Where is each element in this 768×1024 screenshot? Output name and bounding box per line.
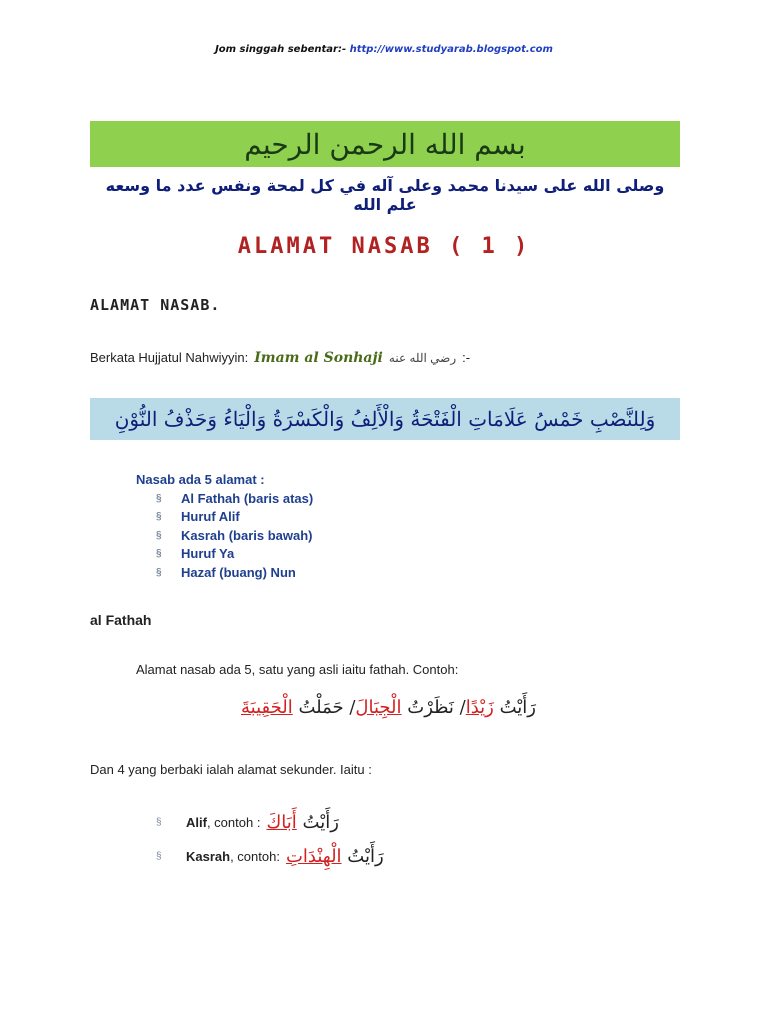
list-item: § Huruf Ya [156, 546, 235, 562]
berkata-text: Berkata Hujjatul Nahwiyyin: [90, 350, 249, 365]
kasrah-example-row: § Kasrah, contoh: رَأَيْتُ الْهِنْدَاتِ [156, 846, 384, 867]
page-header [0, 44, 768, 55]
fathah-heading: al Fathah [90, 612, 152, 628]
salawat-text: وصلى الله على سيدنا محمد وعلى آله في كل لمحة ونفس عدد ما وسعه علم الله [105, 176, 665, 214]
verse-banner [90, 398, 680, 440]
section-heading: ALAMAT NASAB. [90, 296, 221, 314]
fathah-paragraph: Alamat nasab ada 5, satu yang asli iaitu fathah. Contoh: [136, 662, 459, 677]
header-url-link[interactable]: http://www.studyarab.blogspot.com [349, 44, 553, 55]
berkata-suffix: :- [462, 350, 471, 365]
bullet-icon: § [156, 566, 162, 578]
page-title: ALAMAT NASAB ( 1 ) [237, 234, 531, 259]
bullet-icon: § [156, 548, 162, 560]
bismillah-text: بسم الله الرحمن الرحيم [244, 127, 526, 161]
alif-example-arabic: رَأَيْتُ أَبَاكَ [266, 812, 339, 833]
example-word-red: الْجِبَالَ [355, 697, 402, 718]
bullet-icon: § [156, 851, 162, 862]
bullet-icon: § [156, 492, 162, 504]
bismillah-banner [90, 121, 680, 167]
list-item: § Hazaf (buang) Nun [156, 564, 296, 580]
bullet-icon: § [156, 817, 162, 828]
verse-text: وَلِلنَّصْبِ خَمْسُ عَلَامَاتِ الْفَتْحَةُ وَالْأَلِفُ وَالْكَسْرَةُ وَالْيَاءُ وَحَذْفُ النُّوْنِ [114, 407, 656, 431]
list-intro: Nasab ada 5 alamat : [136, 472, 265, 487]
alamat-list [156, 489, 313, 582]
list-item: § Huruf Alif [156, 509, 240, 525]
berkata-line [90, 350, 470, 366]
secondary-paragraph: Dan 4 yang berbaki ialah alamat sekunder. Iaitu : [90, 762, 372, 777]
imam-name: Imam al Sonhaji [254, 350, 383, 366]
kasrah-example-arabic: رَأَيْتُ الْهِنْدَاتِ [285, 846, 384, 867]
fathah-example: رَأَيْتُ زَيْدًا/ نَظَرْتُ الْجِبَالَ/ حَمَلْتُ الْحَقِيبَةَ [241, 697, 536, 718]
rodiya-text: رضي الله عنه [388, 351, 457, 365]
list-item: § Kasrah (baris bawah) [156, 527, 313, 543]
bullet-icon: § [156, 529, 162, 541]
alif-label: Alif [186, 815, 207, 830]
kasrah-label: Kasrah [186, 849, 231, 864]
example-word-red: زَيْدًا [465, 697, 494, 718]
alif-example-row: § Alif, contoh : رَأَيْتُ أَبَاكَ [156, 812, 339, 833]
bullet-icon: § [156, 511, 162, 523]
example-word-red: الْحَقِيبَةَ [241, 697, 293, 718]
header-label: Jom singgah sebentar:- [215, 44, 347, 55]
list-item: § Al Fathah (baris atas) [156, 490, 314, 506]
